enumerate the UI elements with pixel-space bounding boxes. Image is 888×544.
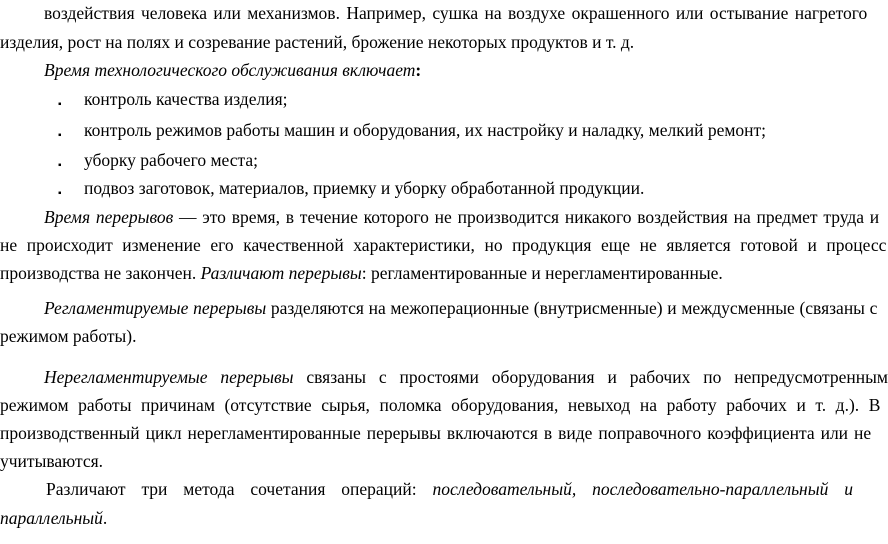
text: разделяются на межоперационные (внутрисменные) и междусменные (связаны с <box>266 298 878 318</box>
maintenance-heading <box>44 59 421 81</box>
paragraph-4-line-2 <box>0 325 136 347</box>
bullet-item-2 <box>0 119 816 141</box>
text: не происходит изменение его качественной характеристики, но продукция еще не является готовой и процесс <box>0 235 887 255</box>
paragraph-3-line-3 <box>0 262 723 284</box>
text: производственный цикл нерегламентированные перерывы включаются в виде поправочного коэффициента или не <box>0 423 872 443</box>
paragraph-5-line-3 <box>0 422 871 444</box>
paragraph-5-line-2 <box>0 394 880 416</box>
paragraph-4-line-1 <box>44 297 877 319</box>
bullet-item-3 <box>0 149 816 171</box>
bullet-marker: ▪ <box>58 160 62 171</box>
bullet-item-4 <box>0 177 816 199</box>
text: воздействия человека или механизмов. Например, сушка на воздухе окрашенного или остывание нагретого <box>44 3 868 23</box>
text: режимом работы). <box>0 326 137 346</box>
methods-italic: параллельный <box>0 508 103 528</box>
text: . <box>102 508 108 528</box>
text: производства не закончен. <box>0 263 201 283</box>
paragraph-5-line-1 <box>44 366 888 388</box>
term-italic: Регламентируемые перерывы <box>44 298 267 318</box>
bullet-item-1 <box>0 88 816 110</box>
bullet-text: контроль режимов работы машин и оборудования, их настройку и наладку, мелкий ремонт; <box>84 120 767 140</box>
bullet-marker: ▪ <box>58 130 62 141</box>
text: связаны с простоями оборудования и рабочих по непредусмотренным <box>293 367 888 387</box>
paragraph-3-line-1 <box>44 206 880 228</box>
methods-italic: последовательный, последовательно-параллельный и <box>432 479 853 499</box>
text: учитываются. <box>0 451 104 471</box>
text: Различают три метода сочетания операций: <box>46 479 417 499</box>
bullet-text: уборку рабочего места; <box>84 150 258 170</box>
heading-colon: : <box>415 60 422 80</box>
heading-italic: Время технологического обслуживания включает <box>44 60 416 80</box>
text: режимом работы причинам (отсутствие сырья, поломка оборудования, невыход на работу рабочих и т. д.). В <box>0 395 881 415</box>
text: — это время, в течение которого не производится никакого воздействия на предмет труда и <box>173 207 880 227</box>
term-italic: Различают перерывы <box>200 263 362 283</box>
paragraph-6-line-2 <box>0 507 107 529</box>
text: : регламентированные и нерегламентированные. <box>361 263 723 283</box>
paragraph-5-line-4 <box>0 450 103 472</box>
bullet-text: контроль качества изделия; <box>84 89 288 109</box>
bullet-marker: ▪ <box>58 188 62 199</box>
bullet-text: подвоз заготовок, материалов, приемку и уборку обработанной продукции. <box>84 178 645 198</box>
paragraph-6-line-1 <box>46 478 853 500</box>
paragraph-3-line-2 <box>0 234 887 256</box>
paragraph-1-line-2 <box>0 31 634 53</box>
text: изделия, рост на полях и созревание растений, брожение некоторых продуктов и т. д. <box>0 32 635 52</box>
term-italic: Нерегламентируемые перерывы <box>44 367 294 387</box>
bullet-marker: ▪ <box>58 99 62 110</box>
paragraph-1-line-1 <box>44 2 868 24</box>
term-italic: Время перерывов <box>44 207 174 227</box>
